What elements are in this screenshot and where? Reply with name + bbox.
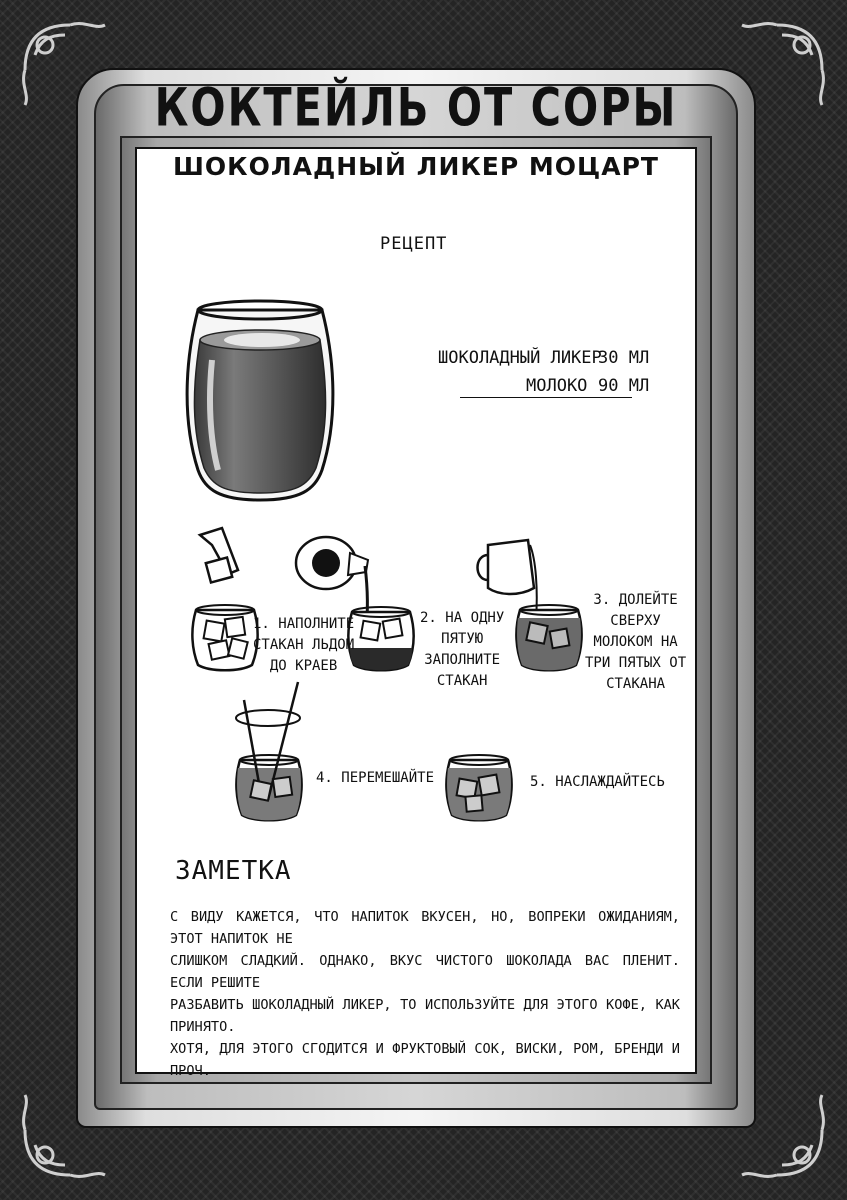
step-1: 1. НАПОЛНИТЕ СТАКАН ЛЬДОМ ДО КРАЕВ [253,616,355,674]
main-glass-icon [187,301,333,500]
note-heading: ЗАМЕТКА [175,856,292,886]
note-text: С ВИДУ КАЖЕТСЯ, ЧТО НАПИТОК ВКУСЕН, НО, ВОПРЕКИ ОЖИДАНИЯМ, ЭТОТ НАПИТОК НЕ СЛИШКОМ СЛАДКИЙ. ОДНАКО, ВКУС ЧИСТОГО ШОКОЛАДА ВАС ПЛЕНИТ. ЕСЛИ РЕШИТЕ РАЗБАВИТЬ ШОКОЛАДНЫЙ ЛИКЕР, ТО ИСПОЛЬЗУЙТЕ ДЛЯ ЭТОГО КОФЕ, КАК ПРИНЯТО. ХОТЯ, ДЛЯ ЭТОГО СГОДИТСЯ И ФРУКТОВЫЙ СОК, ВИСКИ, РОМ, БРЕНДИ И ПРОЧ. [170,909,680,1079]
finished-cocktail-icon [446,755,511,820]
recipe-label: РЕЦЕПТ [380,234,448,254]
glass-stirring-icon [236,682,302,820]
page-title: КОКТЕЙЛЬ ОТ СОРЫ [154,75,678,139]
step-3: 3. ДОЛЕЙТЕ СВЕРХУ МОЛОКОМ НА ТРИ ПЯТЫХ ОТ СТАКАНА [585,592,687,692]
ingredient-name: ШОКОЛАДНЫЙ ЛИКЕР [438,348,602,368]
glass-with-ice-icon [192,605,257,670]
step-2: 2. НА ОДНУ ПЯТУЮ ЗАПОЛНИТЕ СТАКАН [420,610,505,689]
cocktail-name: ШОКОЛАДНЫЙ ЛИКЕР МОЦАРТ [173,152,659,181]
ingredient-name: МОЛОКО [526,376,588,396]
ingredient-amount: 90 МЛ [598,376,650,396]
step-4: 4. ПЕРЕМЕШАЙТЕ [316,770,435,786]
glass-with-liqueur-icon [348,607,413,670]
step-5: 5. НАСЛАЖДАЙТЕСЬ [530,774,665,790]
ice-tongs-icon [200,528,238,583]
ingredient-amount: 30 МЛ [598,348,650,368]
glass-with-milk-icon [516,605,581,670]
